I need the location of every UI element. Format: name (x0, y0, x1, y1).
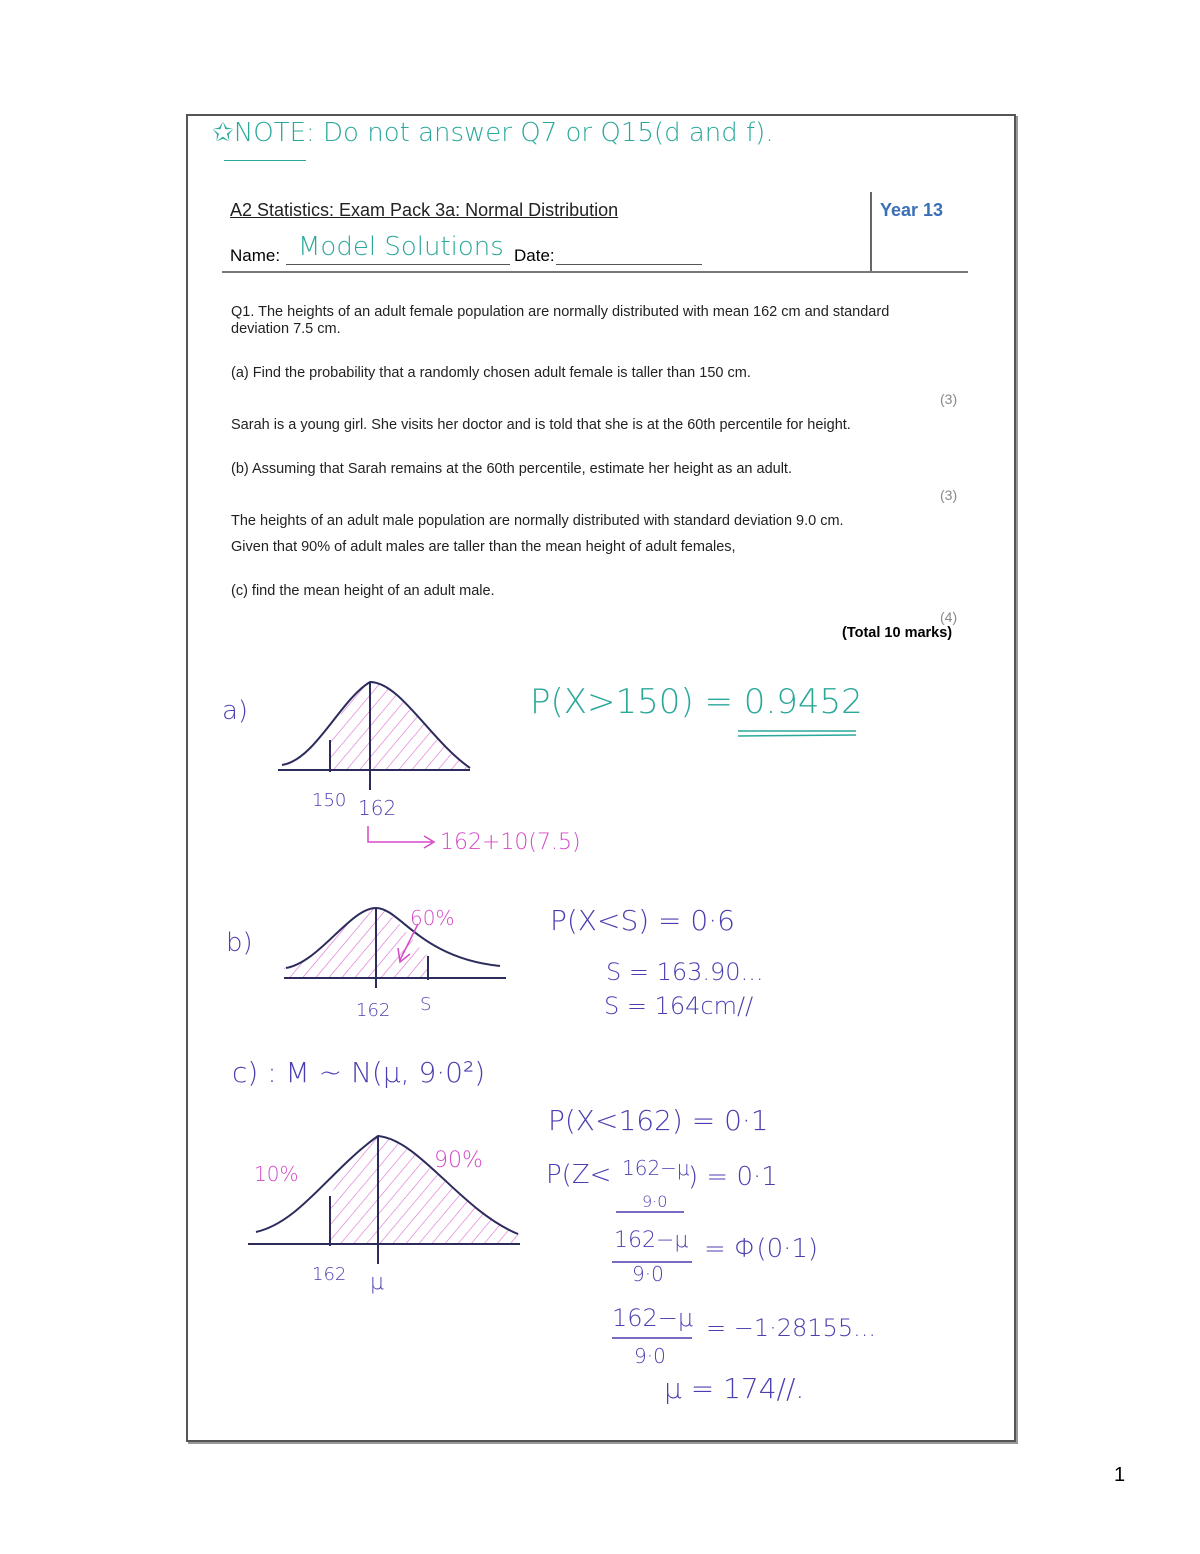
solution-c-line1: P(X<162) = 0·1 (548, 1104, 769, 1137)
solution-a-x150: 150 (312, 790, 347, 811)
solution-c-pct10: 10% (254, 1162, 299, 1186)
page-number: 1 (1114, 1464, 1126, 1486)
question-intro-line1: Q1. The heights of an adult female population are normally distributed with mean 162 cm and standard (231, 304, 890, 320)
question-part-b: (b) Assuming that Sarah remains at the 60th percentile, estimate her height as an adult. (231, 461, 792, 477)
solution-c-line4-rhs: = −1·28155... (706, 1314, 876, 1342)
solution-c-frac3-den: 9·0 (634, 1344, 666, 1368)
solution-c-pct90: 90% (434, 1148, 483, 1173)
name-label: Name: (230, 246, 281, 265)
question-part-c: (c) find the mean height of an adult male. (231, 583, 495, 599)
total-marks: (Total 10 marks) (842, 625, 953, 641)
arrow-a (368, 826, 434, 848)
question-male-line1: The heights of an adult male population are normally distributed with standard deviation 9.0 cm. (231, 513, 844, 529)
solution-c-frac2-den: 9·0 (632, 1262, 664, 1286)
name-value: Model Solutions (298, 232, 504, 262)
curve-a (278, 682, 470, 790)
solution-c-line3-rhs: = Φ(0·1) (704, 1234, 819, 1264)
solution-c-frac1-num: 162−μ (622, 1156, 690, 1180)
solution-c-frac2-num: 162−μ (614, 1228, 689, 1253)
handwritten-note: ✩NOTE: Do not answer Q7 or Q15(d and f). (212, 118, 774, 148)
marks-c: (4) (940, 609, 958, 625)
solution-c-line2-lhs: P(Z< (546, 1160, 612, 1190)
solution-b-percent: 60% (410, 906, 455, 930)
solution-c-frac1-den: 9·0 (642, 1192, 668, 1211)
solution-c-frac3-num: 162−μ (612, 1304, 694, 1332)
exam-title: A2 Statistics: Exam Pack 3a: Normal Distribution (230, 200, 619, 220)
marks-a: (3) (940, 391, 958, 407)
solution-c-x162: 162 (312, 1264, 347, 1285)
solution-c-line5: μ = 174//. (664, 1372, 805, 1405)
solution-a-arrow-note: 162+10(7.5) (440, 830, 581, 855)
solution-c-header: c) : M ~ N(μ, 9·0²) (232, 1056, 486, 1089)
date-label: Date: (514, 246, 555, 265)
solution-c-line2-rhs: ) = 0·1 (688, 1162, 778, 1192)
solution-b-xs: S (420, 994, 432, 1015)
solution-a-label: a) (222, 696, 249, 726)
solution-c-xmu: μ (370, 1270, 384, 1295)
year-label: Year 13 (880, 200, 944, 220)
question-intro-line2: deviation 7.5 cm. (231, 321, 341, 337)
question-part-a: (a) Find the probability that a randomly chosen adult female is taller than 150 cm. (231, 365, 751, 381)
marks-b: (3) (940, 487, 958, 503)
solution-b-x162: 162 (356, 1000, 391, 1021)
solution-b-label: b) (226, 928, 253, 958)
solution-b-line1: P(X<S) = 0·6 (550, 904, 735, 937)
solution-b-line2: S = 163.90... (606, 958, 764, 986)
answer-a-underline (738, 731, 856, 736)
solution-a-x162: 162 (358, 796, 397, 820)
question-male-line2: Given that 90% of adult males are taller than the mean height of adult females, (231, 539, 736, 555)
solution-a-answer: P(X>150) = 0.9452 (530, 682, 863, 722)
solution-b-line3: S = 164cm// (604, 992, 754, 1020)
curve-b (284, 908, 506, 988)
question-sarah: Sarah is a young girl. She visits her doctor and is told that she is at the 60th percentile for height. (231, 417, 851, 433)
